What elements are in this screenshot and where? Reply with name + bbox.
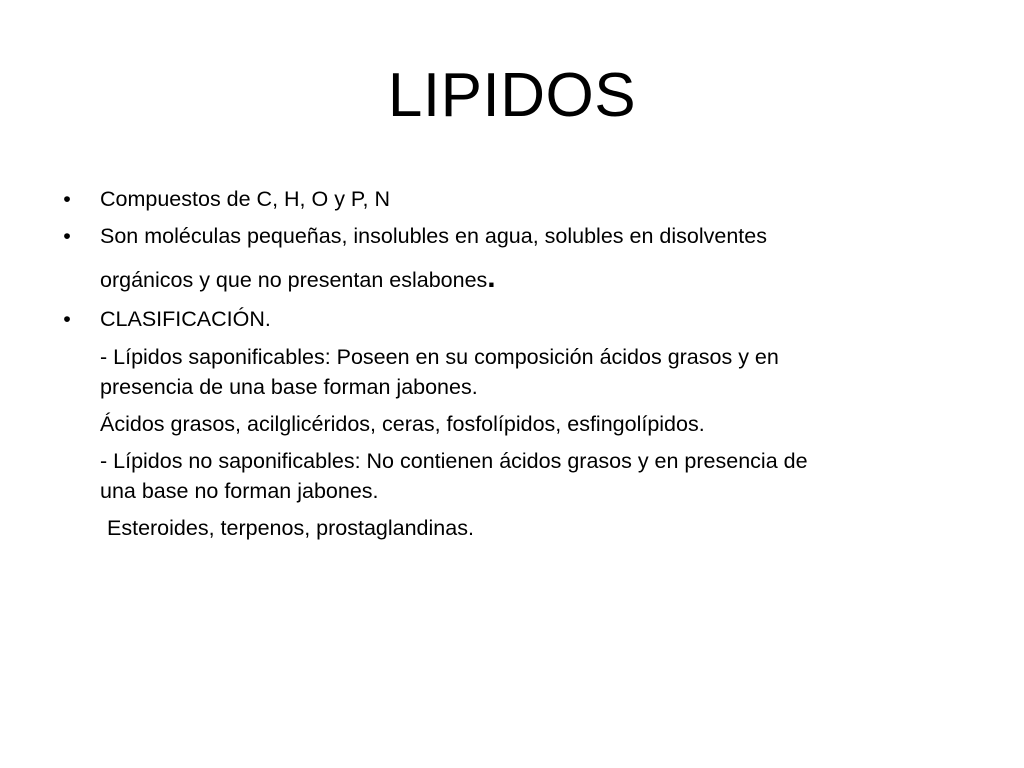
non-saponifiable-examples: Esteroides, terpenos, prostaglandinas. [107,516,474,540]
saponifiable-line-1: - Lípidos saponificables: Poseen en su composición ácidos grasos y en [100,345,779,369]
saponifiable-block [100,342,980,402]
non-saponifiable-line-2: una base no forman jabones. [100,479,379,503]
saponifiable-line-2: presencia de una base forman jabones. [100,375,478,399]
saponifiable-examples: Ácidos grasos, acilglicéridos, ceras, fosfolípidos, esfingolípidos. [100,412,705,436]
non-saponifiable-line-1: - Lípidos no saponificables: No contienen ácidos grasos y en presencia de [100,449,808,473]
bullet-item [60,184,980,214]
slide-title: LIPIDOS [387,61,637,130]
bullet-icon: • [63,224,71,248]
bullet-text: Compuestos de C, H, O y P, N [100,187,390,211]
bullet-text: CLASIFICACIÓN. [100,307,271,331]
bullet-text-continued [100,261,980,295]
bullet-icon: • [63,307,71,331]
large-period: . [487,261,496,294]
bullet-icon: • [63,187,71,211]
bullet-item [60,221,980,295]
bullet-text: Son moléculas pequeñas, insolubles en agua, solubles en disolventes [100,224,767,248]
saponifiable-examples-block [100,409,980,439]
bullet-text-part: orgánicos y que no presentan eslabones [100,268,488,292]
bullet-item [60,304,980,334]
slide-content [60,184,980,543]
non-saponifiable-examples-block [100,513,980,543]
non-saponifiable-block [100,446,980,506]
